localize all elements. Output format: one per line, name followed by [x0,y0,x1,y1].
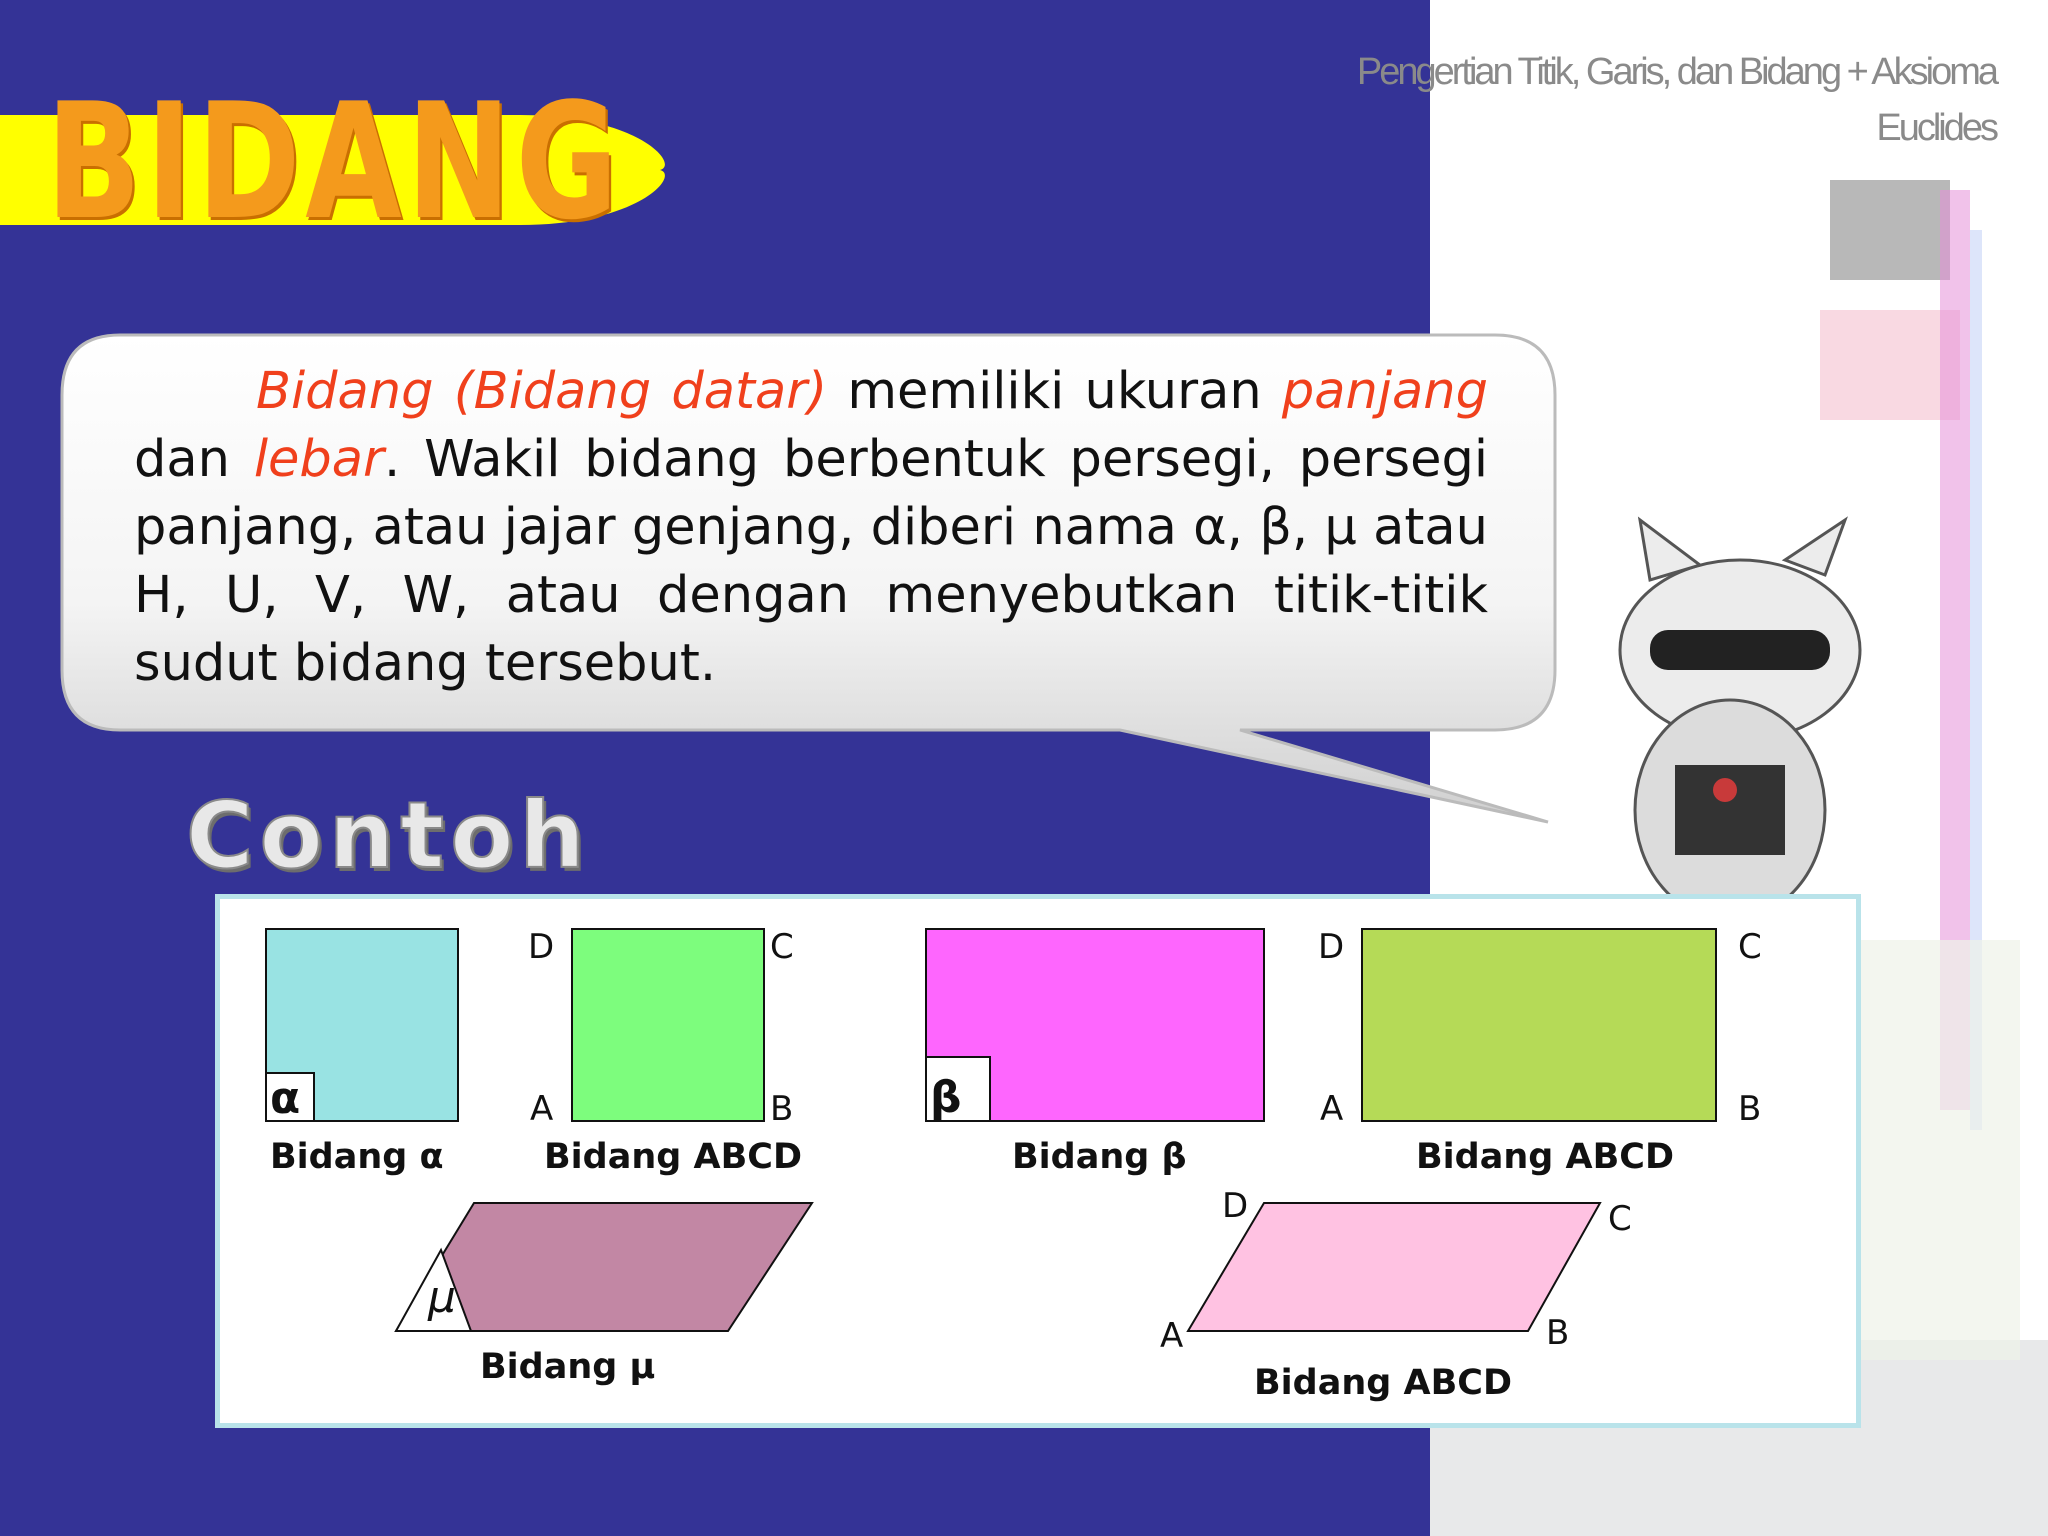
vertex-a: A [1320,1089,1344,1129]
term-panjang: panjang [1281,362,1488,421]
symbol-beta: β [930,1072,962,1123]
caption-bidang-alpha: Bidang α [270,1137,444,1177]
vertex-b: B [1546,1313,1570,1353]
caption-bidang-mu: Bidang μ [480,1347,656,1387]
figure-para-abcd [1160,1186,1632,1403]
text-dan: dan [134,430,230,489]
term-datar: datar [671,362,808,421]
vertex-b: B [770,1089,794,1129]
vertex-c: C [1608,1199,1632,1239]
text-memiliki-ukuran: memiliki ukuran [847,362,1262,421]
caption-bidang-abcd-2: Bidang ABCD [1416,1137,1675,1177]
figure-para-mu [396,1203,812,1387]
subtitle-line-2: Euclides [1876,107,1996,149]
section-label-contoh: Contoh [186,782,591,889]
caption-bidang-abcd-3: Bidang ABCD [1254,1363,1513,1403]
vertex-a: A [1160,1316,1184,1356]
term-bidang-2: Bidang [473,362,652,421]
symbol-mu: μ [428,1272,456,1323]
vertex-b: B [1738,1089,1762,1129]
symbol-alpha: α [270,1073,301,1124]
term-lebar: lebar [253,430,384,489]
vertex-a: A [530,1089,554,1129]
slide-title: BIDANG [46,68,623,255]
vertex-c: C [770,927,794,967]
vertex-d: D [1222,1186,1249,1226]
caption-bidang-abcd-1: Bidang ABCD [544,1137,803,1177]
figure-square-abcd [528,927,802,1177]
paren-open: ( [453,362,474,421]
vertex-d: D [1318,927,1345,967]
figure-rect-beta [926,929,1264,1177]
term-bidang: Bidang [256,362,434,421]
figure-square-alpha [266,929,458,1177]
vertex-c: C [1738,927,1762,967]
caption-bidang-beta: Bidang β [1012,1137,1187,1177]
vertex-d: D [528,927,555,967]
text-wakil-bidang: . Wakil bidang berbentuk persegi, persegi panjang, atau jajar genjang, diberi nama α, β, μ atau H, U, V, W, atau dengan menyebutkan titik-titik sudut bidang tersebut. [134,430,1489,693]
figure-rect-abcd [1318,927,1762,1177]
subtitle-line-1: Pengertian Titik, Garis, dan Bidang + Aksioma [1356,51,1996,93]
paren-close: ) [807,362,828,421]
